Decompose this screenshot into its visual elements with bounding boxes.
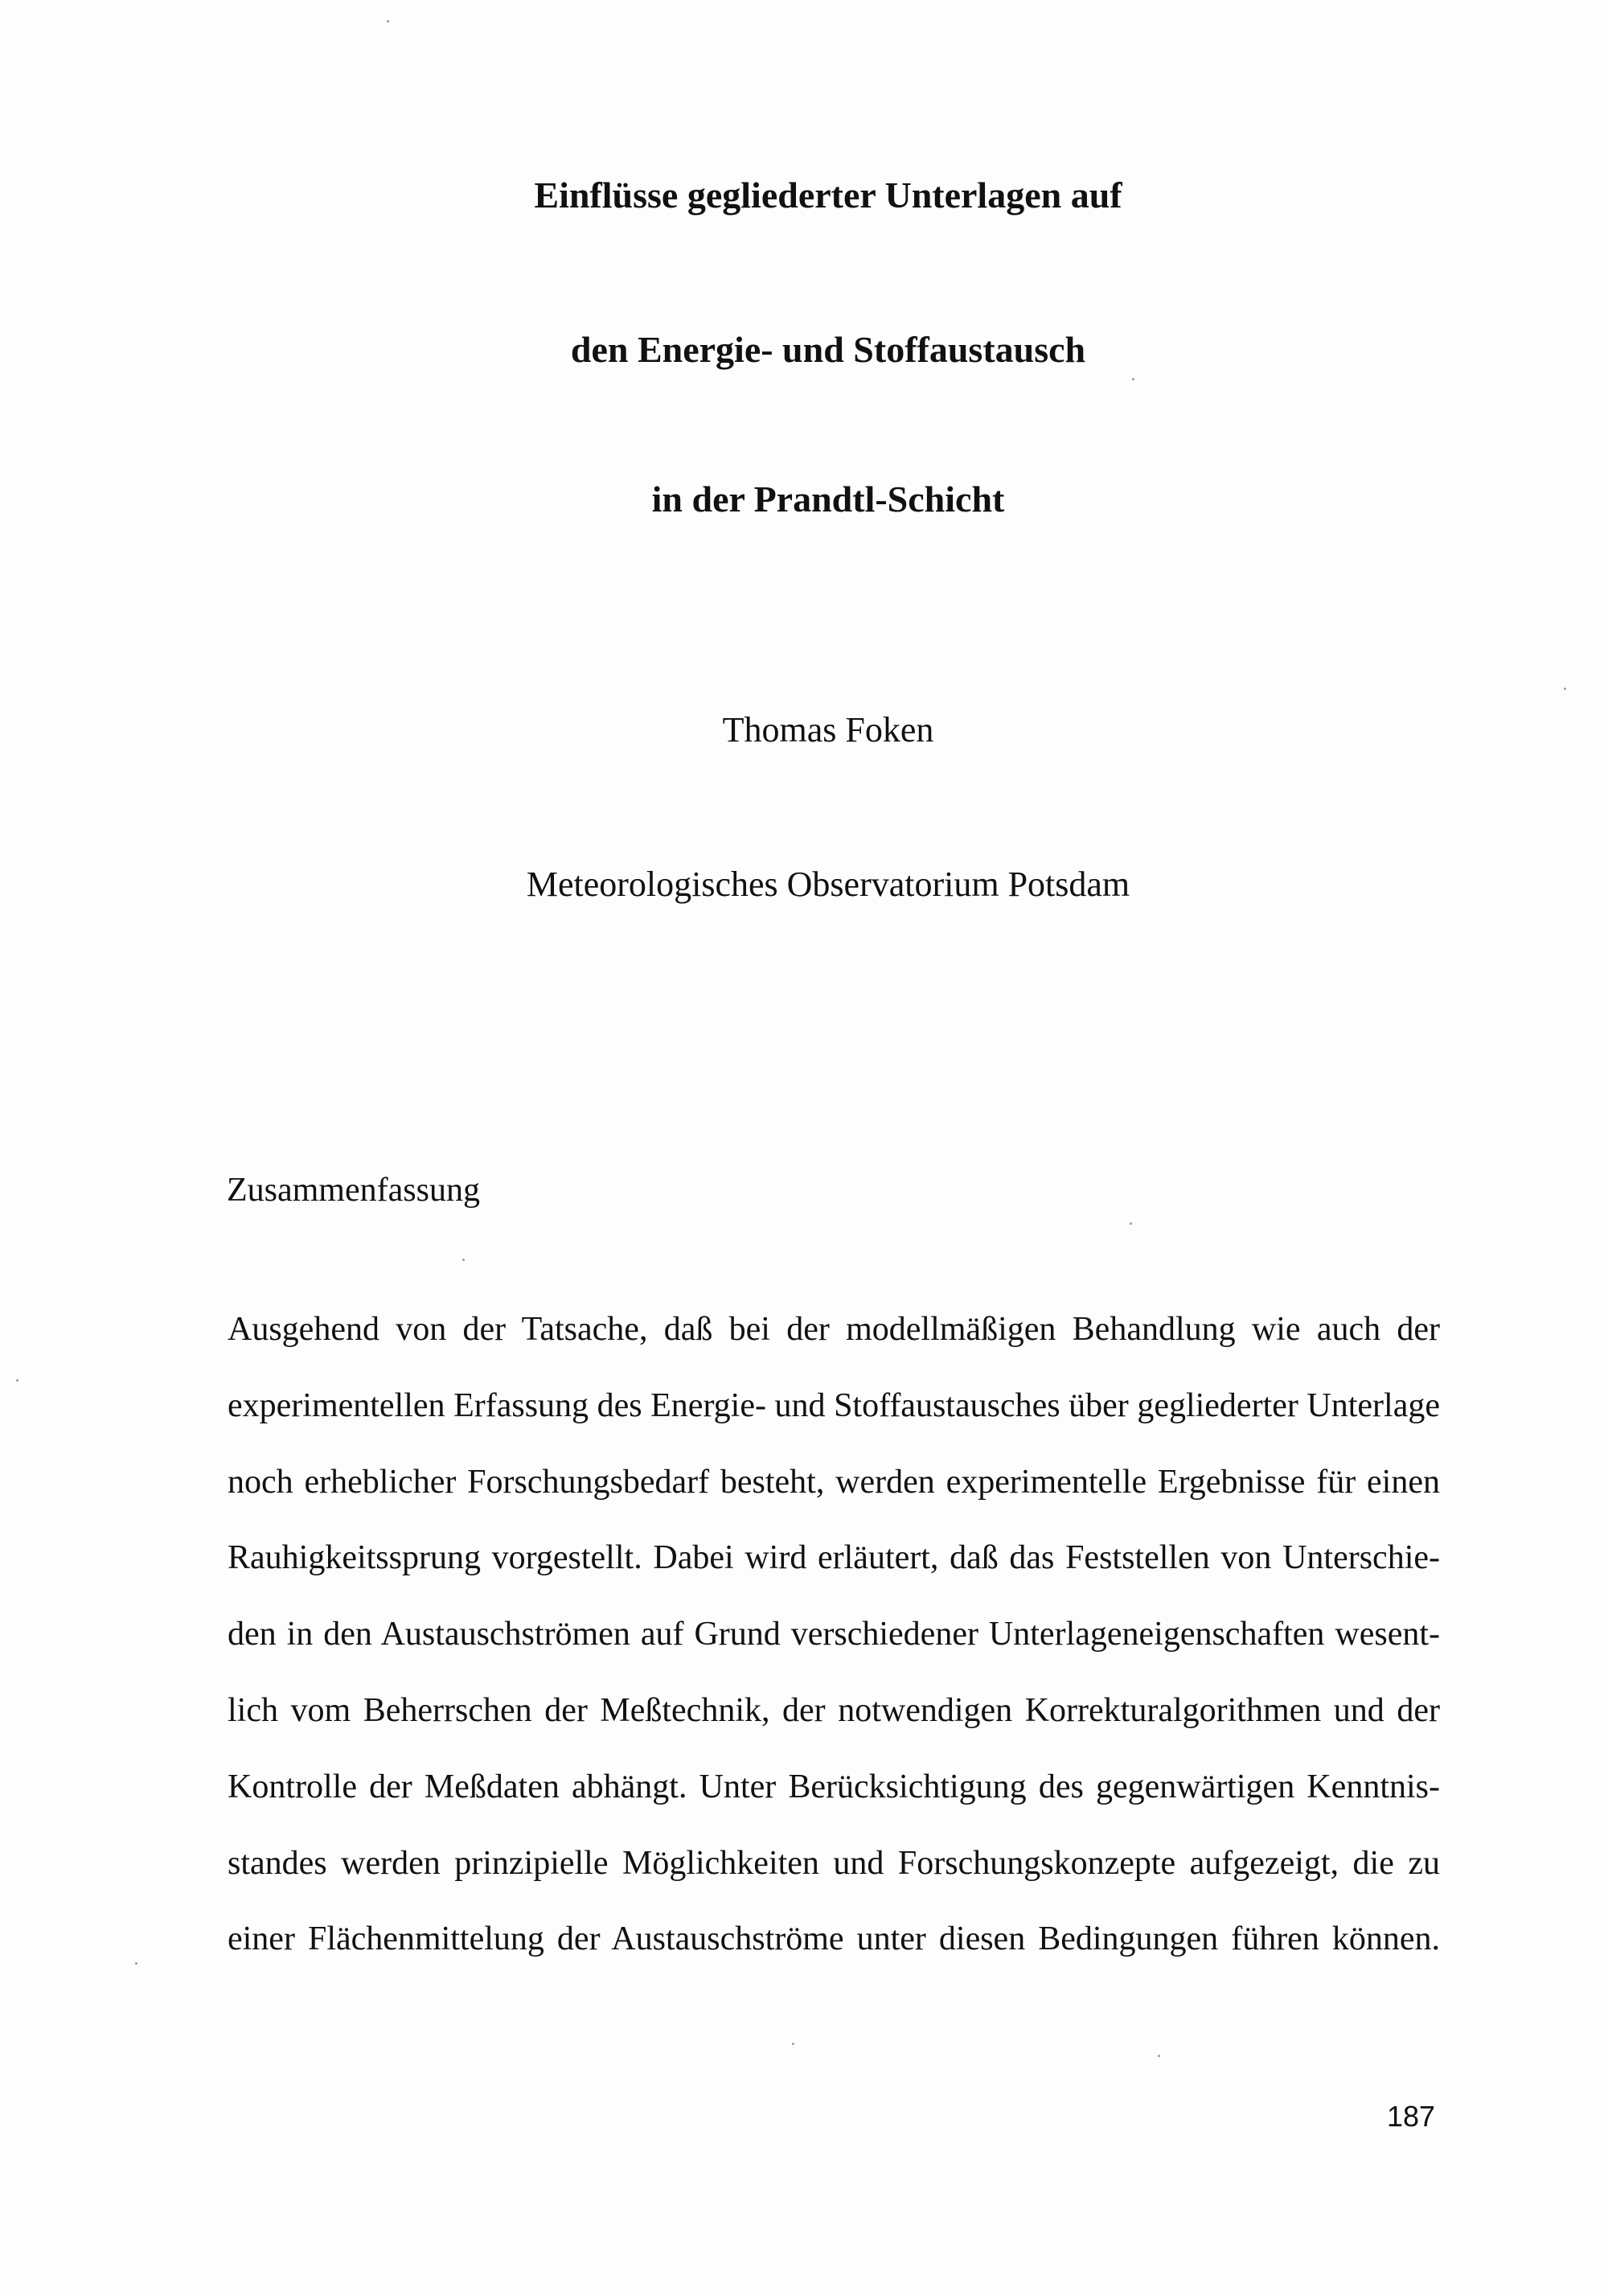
- scan-speck: [135, 1962, 137, 1965]
- abstract-line: Ausgehend von der Tatsache, daß bei der modellmäßigen Behandlung wie auch der: [228, 1311, 1440, 1348]
- abstract-line: noch erheblicher Forschungsbedarf besteht, werden experimentelle Ergebnisse für einen: [228, 1463, 1440, 1501]
- abstract-line: einer Flächenmittelung der Austauschströme unter diesen Bedingungen führen können.: [228, 1920, 1440, 1958]
- scan-speck: [1158, 2055, 1160, 2057]
- abstract-line: Kontrolle der Meßdaten abhängt. Unter Berücksichtigung des gegenwärtigen Kenntnis-: [228, 1768, 1440, 1805]
- abstract-line: den in den Austauschströmen auf Grund verschiedener Unterlageneigenschaften wesent-: [228, 1616, 1440, 1653]
- author-name: Thomas Foken: [722, 710, 934, 750]
- title-line-1: Einflüsse gegliederter Unterlagen auf: [534, 175, 1122, 216]
- scan-speck: [1564, 688, 1566, 690]
- scan-speck: [1130, 1222, 1132, 1225]
- scan-speck: [462, 1259, 465, 1261]
- title-line-3: in der Prandtl-Schicht: [651, 479, 1005, 520]
- abstract-line: Rauhigkeitssprung vorgestellt. Dabei wird erläutert, daß das Feststellen von Unterschie-: [228, 1539, 1440, 1577]
- author-affiliation: Meteorologisches Observatorium Potsdam: [526, 865, 1130, 904]
- abstract-line: experimentellen Erfassung des Energie- und Stoffaustausches über gegliederter Unterlage: [228, 1386, 1440, 1424]
- scan-speck: [387, 20, 389, 23]
- abstract-line: standes werden prinzipielle Möglichkeiten und Forschungskonzepte aufgezeigt, die zu: [228, 1844, 1440, 1882]
- section-heading: Zusammenfassung: [227, 1172, 480, 1209]
- title-line-2: den Energie- und Stoffaustausch: [570, 329, 1086, 370]
- scan-speck: [16, 1379, 18, 1382]
- page-number: 187: [1387, 2100, 1436, 2133]
- scan-speck: [1132, 378, 1134, 380]
- scan-speck: [792, 2043, 794, 2045]
- abstract-line: lich vom Beherrschen der Meßtechnik, der notwendigen Korrekturalgorithmen und der: [228, 1691, 1440, 1729]
- abstract-paragraph: [228, 1307, 1440, 1993]
